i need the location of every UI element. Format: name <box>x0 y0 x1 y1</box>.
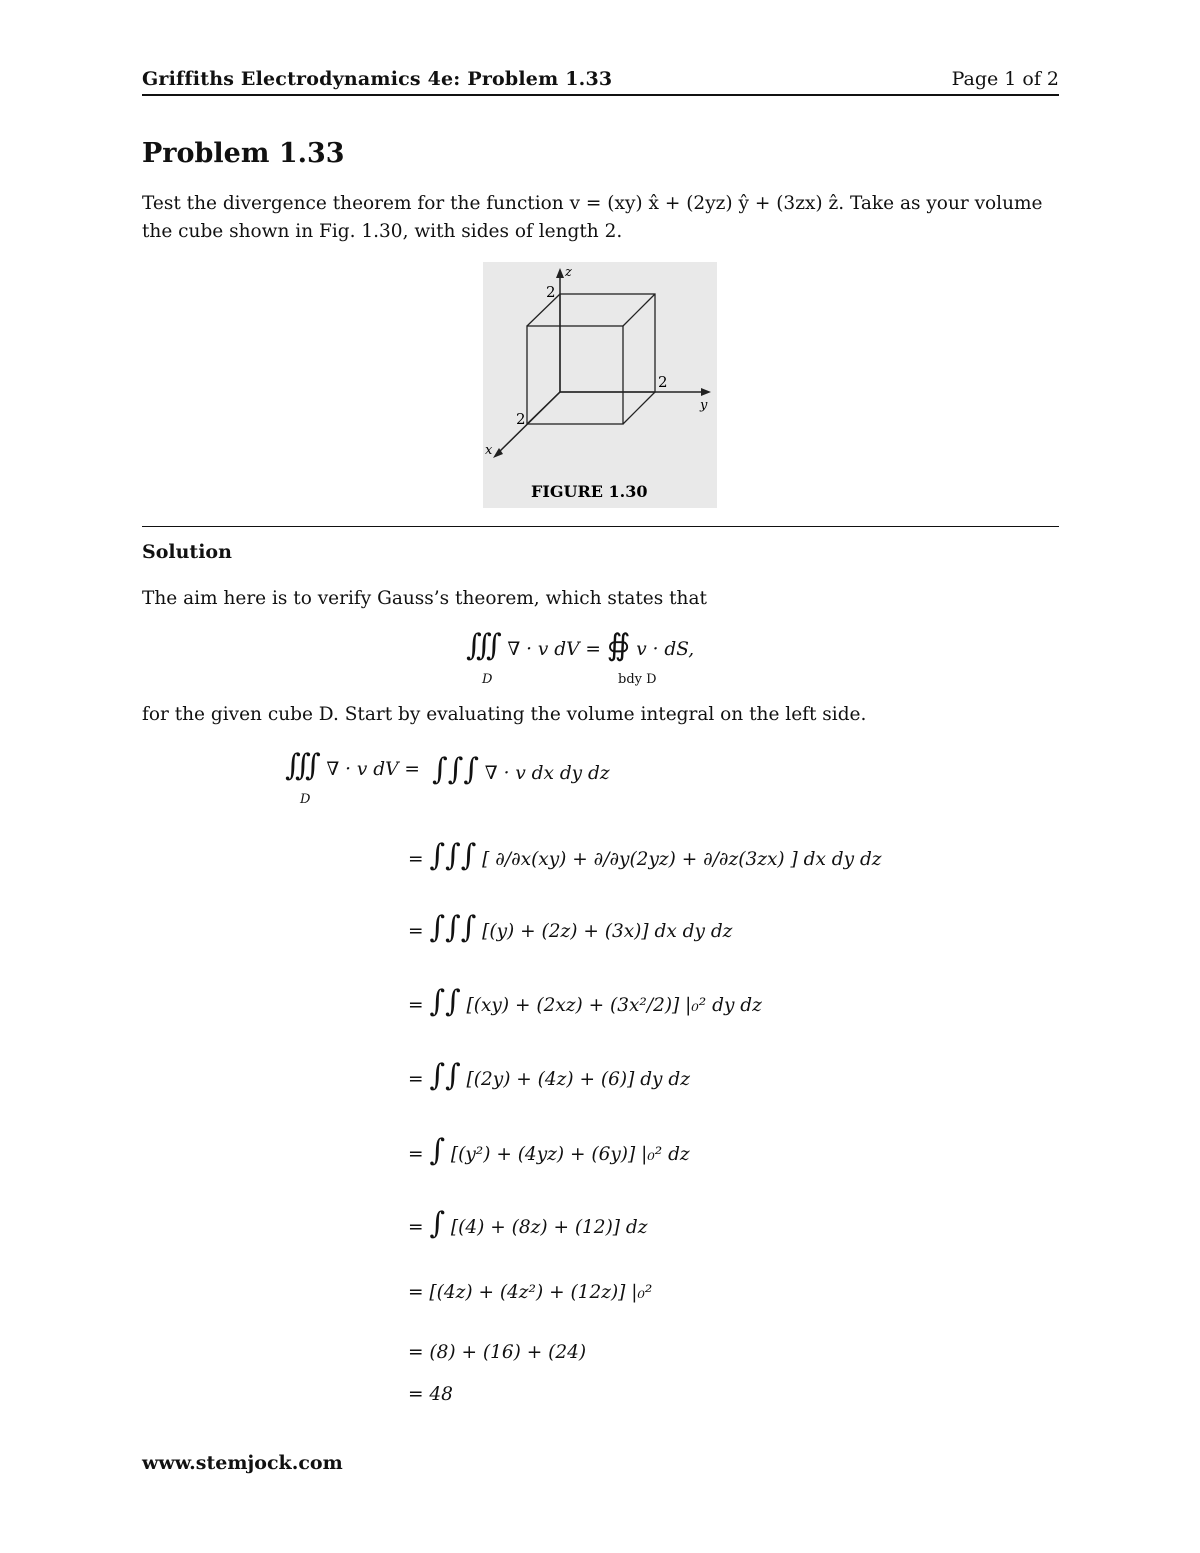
cube-edge <box>623 392 655 424</box>
tick-z-2: 2 <box>546 283 556 301</box>
cube-edge <box>623 294 655 326</box>
step-4: = ∫∫ [(xy) + (2xz) + (3x²/2)] |₀² dy dz <box>408 984 762 1019</box>
footer-url[interactable]: www.stemjock.com <box>142 1452 343 1474</box>
axis-z-label: z <box>565 265 572 280</box>
gauss-rhs: v · dS, <box>636 639 695 660</box>
step-10: = 48 <box>408 1384 453 1405</box>
problem-statement-line2: the cube shown in Fig. 1.30, with sides of length 2. <box>142 221 623 242</box>
solution-after-text: for the given cube D. Start by evaluating the volume integral on the left side. <box>142 704 867 725</box>
gauss-equation <box>466 628 694 663</box>
z-axis-arrow <box>556 268 564 278</box>
axis-y-label: y <box>700 398 708 413</box>
step-6: = ∫ [(y²) + (4yz) + (6y)] |₀² dz <box>408 1133 690 1168</box>
volume-lhs-subscript: D <box>300 792 311 807</box>
problem-statement-line1: Test the divergence theorem for the function v = (xy) x̂ + (2yz) ŷ + (3zx) ẑ. Take as your volume <box>142 193 1043 214</box>
page-header <box>142 68 1059 96</box>
volume-lhs <box>285 748 420 783</box>
figure-cube <box>483 262 717 508</box>
solution-heading: Solution <box>142 541 232 563</box>
step-8: = [(4z) + (4z²) + (12z)] |₀² <box>408 1282 653 1303</box>
step-7: = ∫ [(4) + (8z) + (12)] dz <box>408 1206 648 1241</box>
step-2: = ∫∫∫ [ ∂/∂x(xy) + ∂/∂y(2yz) + ∂/∂z(3zx) ] dx dy dz <box>408 838 882 873</box>
y-axis-arrow <box>701 388 711 396</box>
gauss-lhs: ∇ · v dV = <box>507 639 601 660</box>
volume-lhs-text: ∇ · v dV = <box>326 759 420 780</box>
axis-x-label: x <box>485 443 493 458</box>
figure-caption: FIGURE 1.30 <box>531 482 648 501</box>
triple-integral-symbol: ∭ <box>285 748 321 783</box>
cube-edge <box>527 392 560 424</box>
header-title: Griffiths Electrodynamics 4e: Problem 1.33 <box>142 68 613 90</box>
section-divider <box>142 526 1059 527</box>
tick-x-2: 2 <box>516 410 526 428</box>
tick-y-2: 2 <box>658 373 668 391</box>
gauss-lhs-subscript: D <box>482 672 493 687</box>
triple-integral-symbol: ∭ <box>466 628 502 663</box>
cube-diagram <box>483 262 717 508</box>
header-page-number: Page 1 of 2 <box>951 68 1059 90</box>
step-9: = (8) + (16) + (24) <box>408 1342 587 1363</box>
gauss-rhs-subscript: bdy D <box>618 672 657 687</box>
problem-heading: Problem 1.33 <box>142 138 345 169</box>
step-5: = ∫∫ [(2y) + (4z) + (6)] dy dz <box>408 1058 690 1093</box>
step-1: ∫∫∫ ∇ · v dx dy dz <box>432 752 610 787</box>
solution-intro: The aim here is to verify Gauss’s theorem, which states that <box>142 588 707 609</box>
surface-integral-symbol: ∯ <box>606 628 631 663</box>
step-3: = ∫∫∫ [(y) + (2z) + (3x)] dx dy dz <box>408 910 733 945</box>
